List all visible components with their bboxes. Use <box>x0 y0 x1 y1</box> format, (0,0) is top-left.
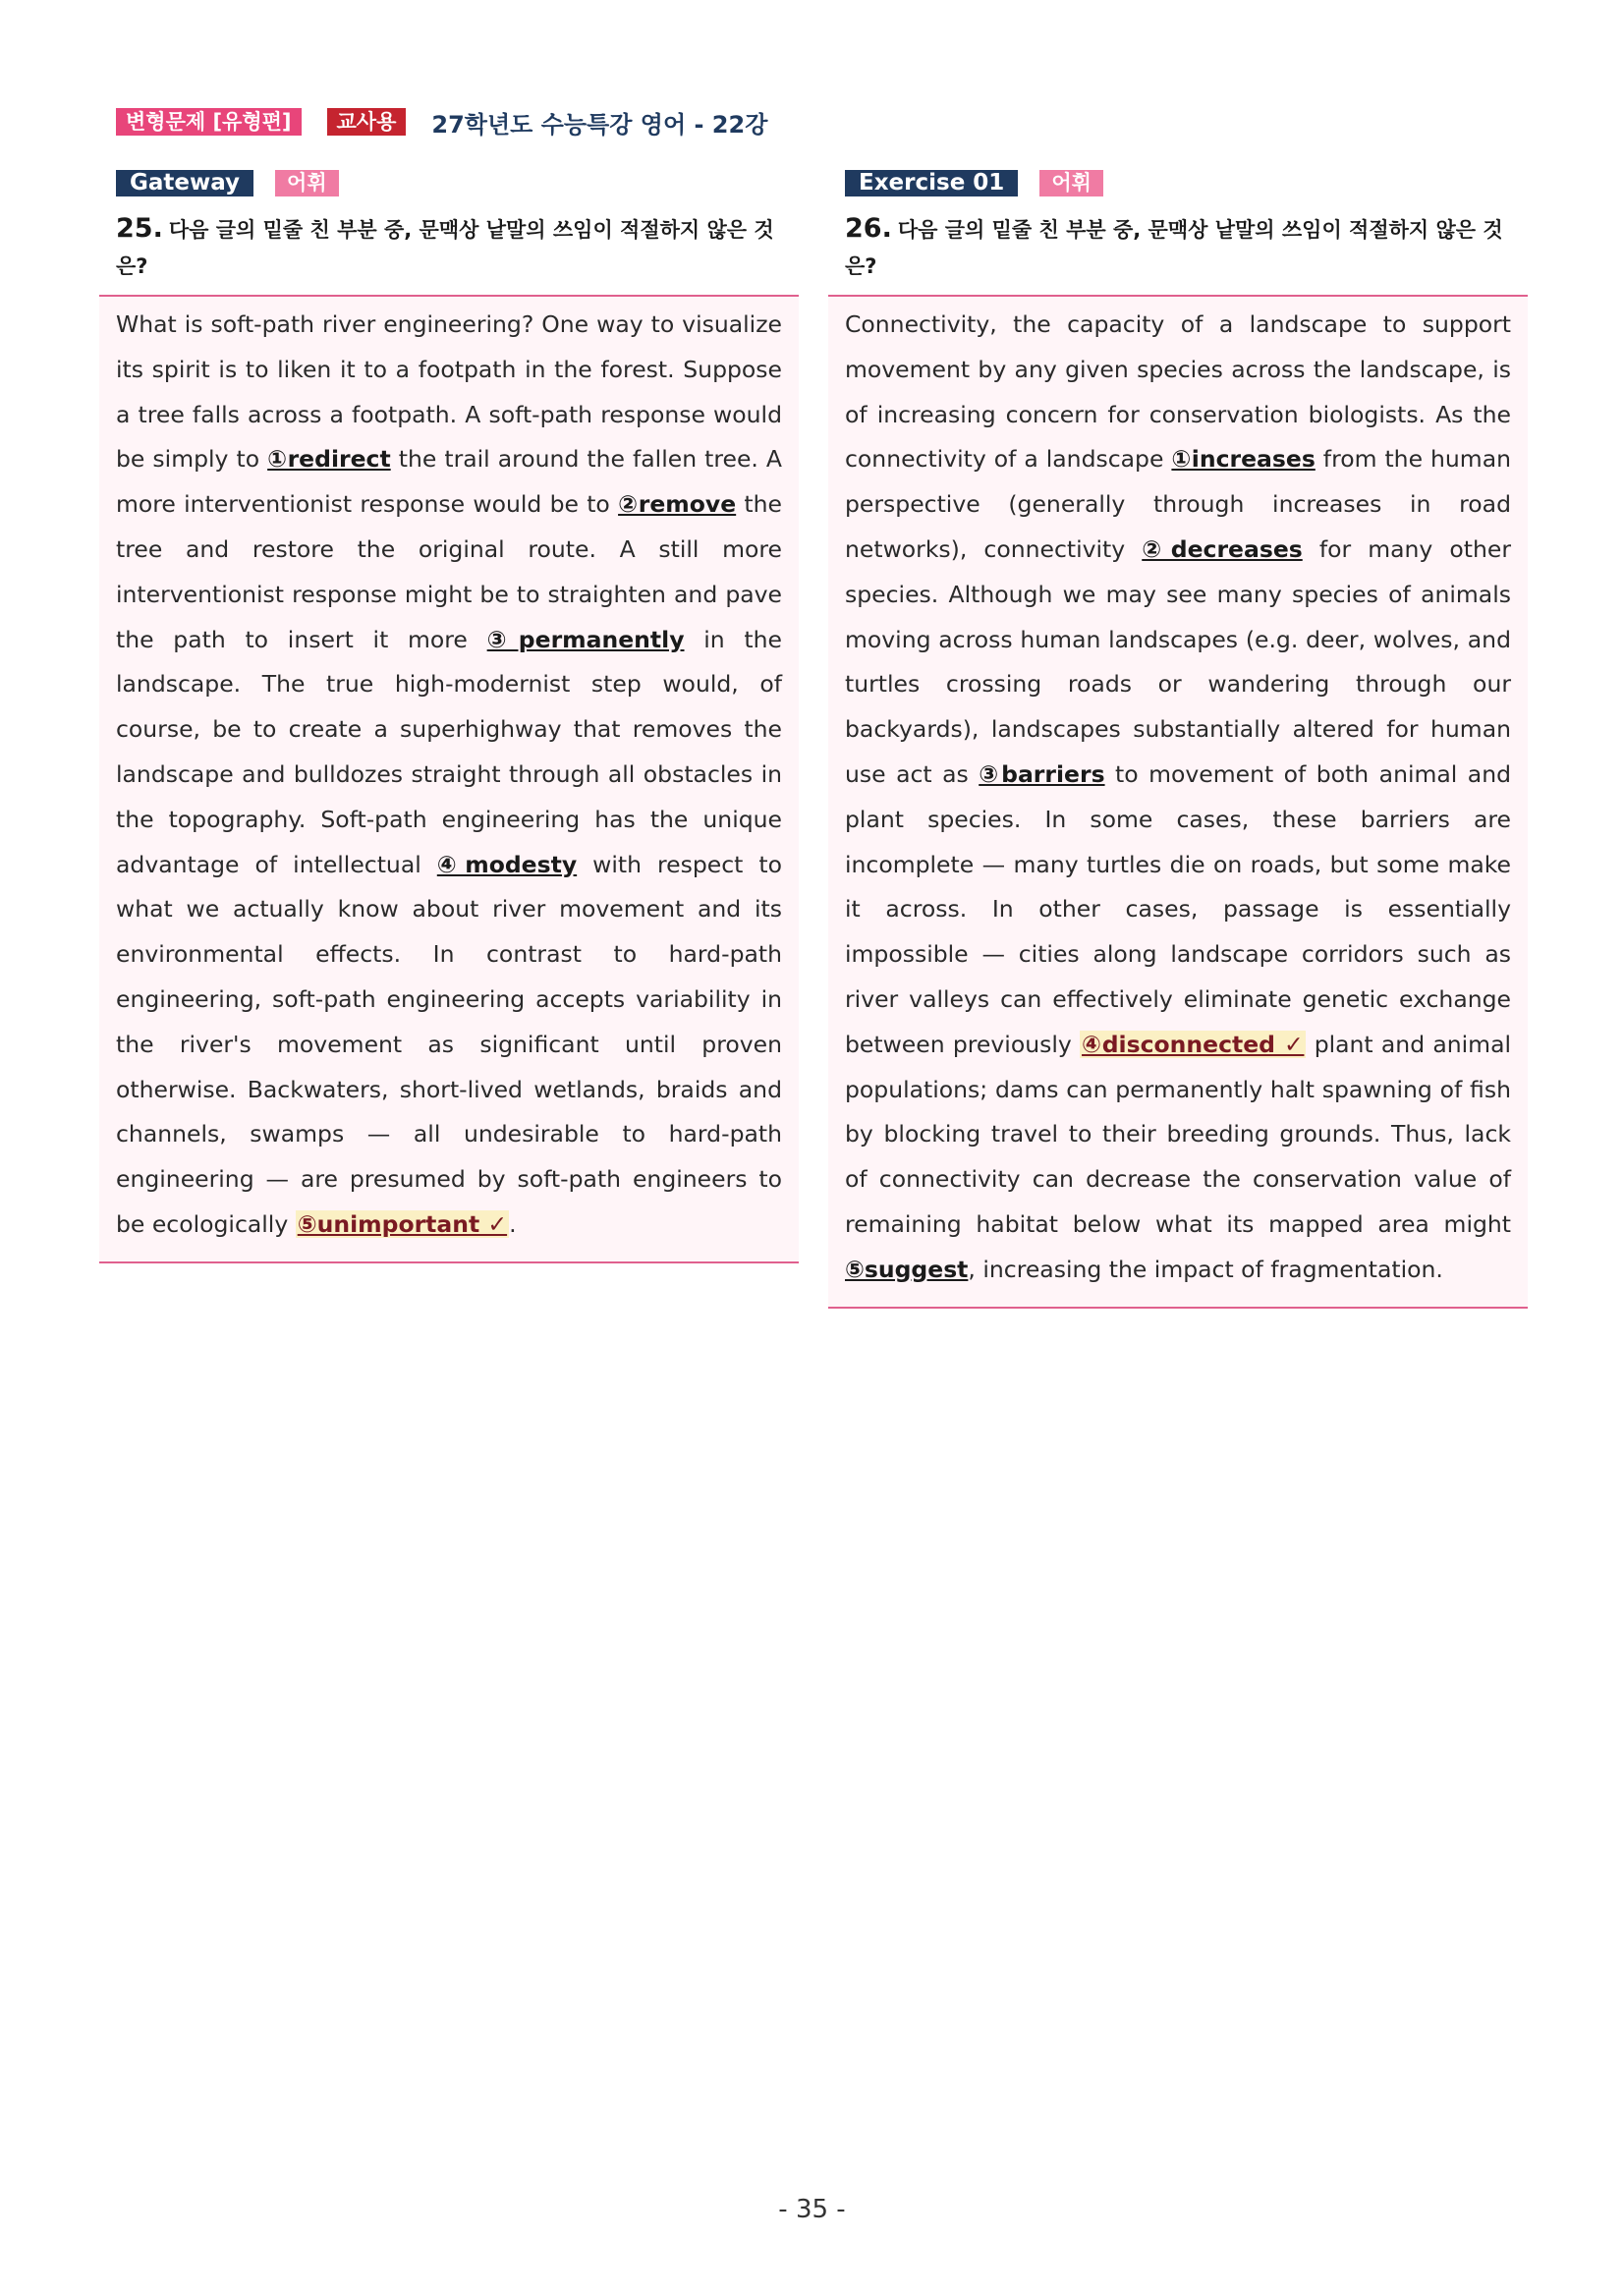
underlined-word: ①increases <box>1171 445 1316 474</box>
underlined-word: ②remove <box>618 490 737 519</box>
passage-25 <box>99 295 799 1263</box>
underlined-word: ③permanently <box>486 625 685 653</box>
underlined-word: ②decreases <box>1142 534 1303 563</box>
right-labels <box>845 169 1528 196</box>
passage-26 <box>828 295 1528 1309</box>
passage-text: What is soft-path river engineering? One way to visualize its spirit is to liken it to a footpath in the forest. Suppose a tree falls across a footpath. A soft-path response would be simply to <box>116 310 782 474</box>
passage-text: the tree and restore the original route. A still more interventionist response might be to straighten and pave the path to insert it more <box>116 490 782 653</box>
passage-text: Connectivity, the capacity of a landscape to support movement by any given species across the landscape, is of increasing concern for conservation biologists. As the connectivity of a landscape <box>845 310 1511 474</box>
page-title: 27학년도 수능특강 영어 - 22강 <box>431 110 768 139</box>
passage-text: plant and animal populations; dams can permanently halt spawning of fish by blocking travel to their breeding grounds. Thus, lack of connectivity can decrease the conservation value of remaining habitat below what its mapped area might <box>845 1030 1512 1238</box>
question-25 <box>116 210 784 285</box>
passage-text: for many other species. Although we may see many species of animals moving across human landscapes (e.g. deer, wolves, and turtles crossing roads or wandering through our backyards), landscapes substantially altered for human use act as <box>845 534 1511 788</box>
vocabulary-label: 어휘 <box>275 170 339 196</box>
audience-tag: 교사용 <box>327 108 407 136</box>
question-number: 25. <box>116 213 163 244</box>
underlined-word: ⑤suggest <box>845 1255 969 1283</box>
passage-text: . <box>509 1209 517 1238</box>
question-26 <box>845 210 1513 285</box>
exercise-label: Exercise 01 <box>845 170 1018 196</box>
question-text: 다음 글의 밑줄 친 부분 중, 문맥상 낱말의 쓰임이 적절하지 않은 것은? <box>845 218 1503 278</box>
passage-text: , increasing the impact of fragmentation. <box>968 1255 1443 1283</box>
passage-text: in the landscape. The true high-modernist step would, of course, be to create a superhighway that removes the landscape and bulldozes straight through all obstacles in the topography. Soft-path engineering has the unique advantage of intellectual <box>116 625 782 878</box>
answer-word: ④disconnected ✓ <box>1082 1030 1305 1058</box>
page-header <box>116 106 767 138</box>
question-text: 다음 글의 밑줄 친 부분 중, 문맥상 낱말의 쓰임이 적절하지 않은 것은? <box>116 218 774 278</box>
vocabulary-label: 어휘 <box>1039 170 1103 196</box>
left-labels <box>116 169 799 196</box>
underlined-word: ①redirect <box>267 445 391 474</box>
left-column <box>99 169 799 1263</box>
passage-text: the trail around the fallen tree. A more interventionist response would be to <box>116 445 783 519</box>
answer-word: ⑤unimportant ✓ <box>297 1209 508 1238</box>
right-column <box>828 169 1528 1309</box>
passage-text: from the human perspective (generally through increases in road networks), connectivity <box>845 445 1511 563</box>
passage-text: to movement of both animal and plant species. In some cases, these barriers are incomplete — many turtles die on roads, but some make it across. In other cases, passage is essentially impossible — cities along landscape corridors such as river valleys can effectively eliminate genetic exchange between previously <box>845 759 1512 1058</box>
underlined-word: ④modesty <box>436 850 578 878</box>
question-number: 26. <box>845 213 892 244</box>
gateway-label: Gateway <box>116 170 253 196</box>
passage-text: with respect to what we actually know about river movement and its environmental effects. In contrast to hard-path engineering, soft-path engineering accepts variability in the river's movement as significant until proven otherwise. Backwaters, short-lived wetlands, braids and channels, swamps — all undesirable to hard-path engineering — are presumed by soft-path engineers to be ecologically <box>116 850 782 1238</box>
problem-type-tag: 변형문제 [유형편] <box>116 108 302 136</box>
underlined-word: ③barriers <box>979 759 1105 788</box>
page-number: - 35 - <box>778 2195 846 2224</box>
